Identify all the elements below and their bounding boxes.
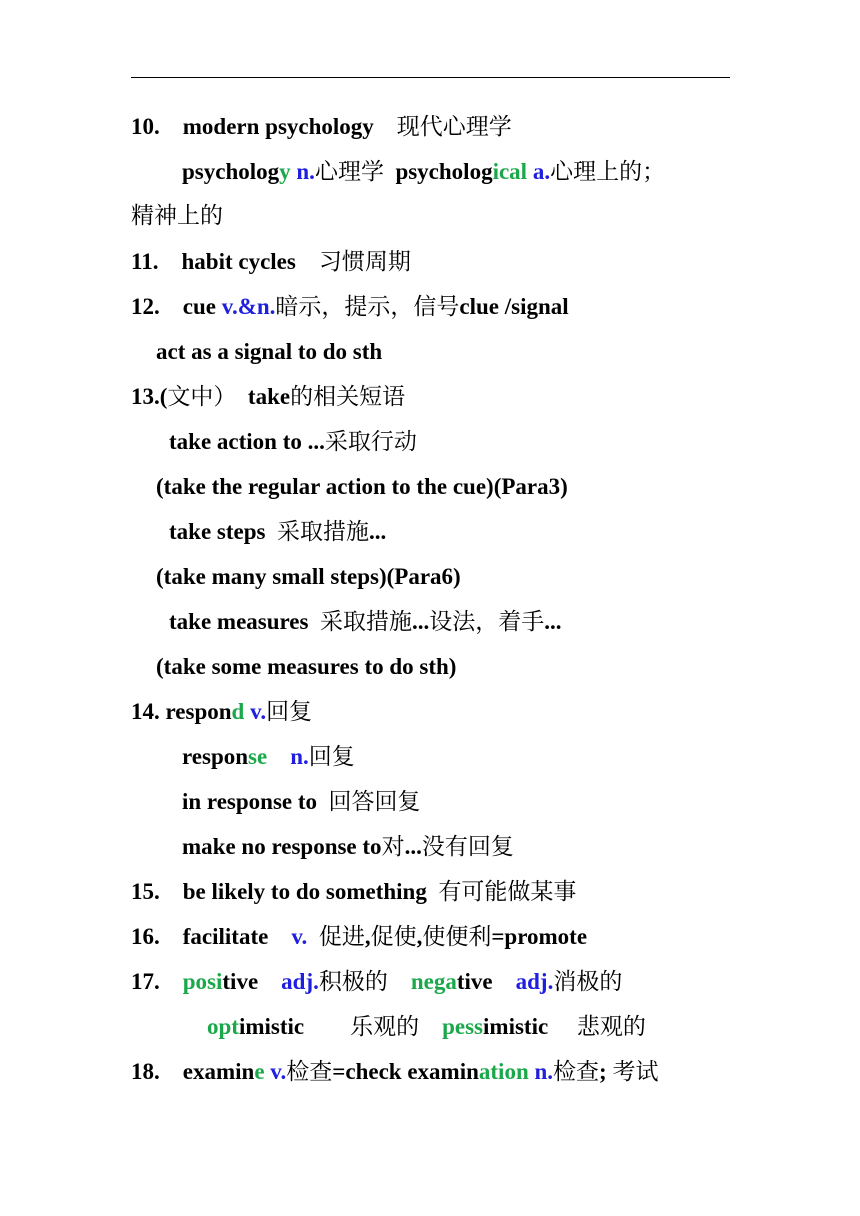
text-segment: 回答回复 xyxy=(328,789,421,815)
line xyxy=(182,827,514,867)
text-segment: ; xyxy=(599,1059,613,1084)
text-segment: take xyxy=(236,384,291,409)
text-segment: take steps xyxy=(169,519,277,544)
text-segment: 文中） xyxy=(167,384,237,410)
text-segment: , xyxy=(416,924,423,949)
text-segment: take action to ... xyxy=(169,429,325,454)
text-segment: =check examin xyxy=(332,1059,479,1084)
text-segment: psycholog xyxy=(182,159,280,184)
line xyxy=(156,467,568,507)
line xyxy=(131,107,512,147)
text-segment: 消极的 xyxy=(553,969,623,995)
text-segment: 回复 xyxy=(308,744,355,770)
text-segment: ... xyxy=(544,609,562,634)
text-segment: 习惯周期 xyxy=(318,249,411,275)
text-segment: 现代心理学 xyxy=(396,114,512,140)
line xyxy=(131,1052,658,1092)
text-segment xyxy=(388,969,411,994)
text-segment: a. xyxy=(527,159,551,184)
text-segment: tive xyxy=(456,969,516,994)
text-segment: 暗示，提示，信号 xyxy=(275,294,460,320)
text-segment: (take the regular action to the cue)(Para3) xyxy=(156,474,568,499)
text-segment: nega xyxy=(410,969,457,994)
text-segment: 有可能做某事 xyxy=(438,879,577,905)
text-segment: 采取措施 xyxy=(276,519,369,545)
line xyxy=(131,962,622,1002)
text-segment: adj. xyxy=(515,969,554,994)
line xyxy=(169,512,386,552)
text-segment: 采取行动 xyxy=(324,429,417,455)
text-segment xyxy=(307,924,319,949)
text-segment: ... xyxy=(411,609,430,634)
line xyxy=(182,782,421,822)
text-segment: y xyxy=(279,159,291,184)
text-segment: clue /signal xyxy=(459,294,569,319)
text-segment: 精神上的 xyxy=(131,203,223,229)
text-segment: adj. xyxy=(281,969,319,994)
text-segment: 促进 xyxy=(318,924,365,950)
text-segment: take measures xyxy=(169,609,320,634)
line xyxy=(182,152,665,192)
text-segment: 心理上的； xyxy=(550,159,666,185)
text-segment: 考试 xyxy=(612,1059,659,1085)
text-segment: 13.( xyxy=(131,384,168,409)
text-segment: imistic xyxy=(483,1014,577,1039)
text-segment: v. xyxy=(264,1059,287,1084)
text-segment: n. xyxy=(528,1059,554,1084)
text-segment: 采取措施 xyxy=(319,609,412,635)
text-segment: e xyxy=(254,1059,265,1084)
text-segment: 积极的 xyxy=(318,969,388,995)
line xyxy=(131,287,569,327)
text-segment: psycholog xyxy=(383,159,493,184)
text-segment: make no response to xyxy=(182,834,382,859)
text-segment: 11. habit cycles xyxy=(131,249,319,274)
text-segment: 10. modern psychology xyxy=(131,114,397,139)
text-segment: imistic xyxy=(238,1014,351,1039)
text-segment: pess xyxy=(442,1014,484,1039)
text-segment: tive xyxy=(222,969,282,994)
text-segment: 14. respon xyxy=(131,699,232,724)
text-segment: 检查 xyxy=(286,1059,333,1085)
text-segment: =promote xyxy=(491,924,588,949)
line xyxy=(131,377,405,417)
text-segment: v. xyxy=(291,924,308,949)
text-segment: posi xyxy=(182,969,223,994)
text-segment: d xyxy=(231,699,245,724)
text-segment: , xyxy=(364,924,371,949)
text-segment: (take some measures to do sth) xyxy=(156,654,457,679)
text-segment: 心理学 xyxy=(314,159,384,185)
text-segment: respon xyxy=(182,744,249,769)
text-segment: 对 xyxy=(381,834,405,860)
text-segment: 使便利 xyxy=(422,924,492,950)
text-segment: 15. be likely to do something xyxy=(131,879,439,904)
line xyxy=(131,196,223,236)
line xyxy=(156,647,456,687)
text-segment: 回复 xyxy=(266,699,313,725)
text-segment: 的相关短语 xyxy=(290,384,406,410)
text-segment: v.&n. xyxy=(221,294,276,319)
line xyxy=(131,242,411,282)
text-segment: n. xyxy=(290,744,309,769)
text-segment: in response to xyxy=(182,789,329,814)
line xyxy=(169,602,561,642)
text-segment: opt xyxy=(207,1014,239,1039)
line xyxy=(207,1007,646,1047)
text-segment: 设法，着手 xyxy=(429,609,545,635)
text-segment: ... xyxy=(404,834,422,859)
header-rule xyxy=(131,77,730,78)
line xyxy=(182,737,355,777)
line xyxy=(131,872,576,912)
text-segment: 促使 xyxy=(370,924,417,950)
text-segment: 没有回复 xyxy=(421,834,514,860)
text-segment: 乐观的 xyxy=(350,1014,420,1040)
line xyxy=(131,692,312,732)
text-segment: ical xyxy=(492,159,528,184)
text-segment xyxy=(419,1014,442,1039)
text-segment: ... xyxy=(368,519,387,544)
text-segment: (take many small steps)(Para6) xyxy=(156,564,461,589)
text-segment: se xyxy=(248,744,268,769)
text-segment: 检查 xyxy=(553,1059,600,1085)
text-segment: act as a signal to do sth xyxy=(156,339,383,364)
text-segment: 12. cue xyxy=(131,294,222,319)
text-segment: n. xyxy=(290,159,315,184)
line xyxy=(131,917,587,957)
line xyxy=(156,557,461,597)
line xyxy=(156,332,382,372)
text-segment: v. xyxy=(244,699,267,724)
text-segment: 悲观的 xyxy=(576,1014,646,1040)
text-segment: 18. examin xyxy=(131,1059,255,1084)
text-segment: 16. facilitate xyxy=(131,924,292,949)
text-segment: ation xyxy=(478,1059,529,1084)
line xyxy=(169,422,417,462)
text-segment xyxy=(267,744,290,769)
text-segment: 17. xyxy=(131,969,183,994)
